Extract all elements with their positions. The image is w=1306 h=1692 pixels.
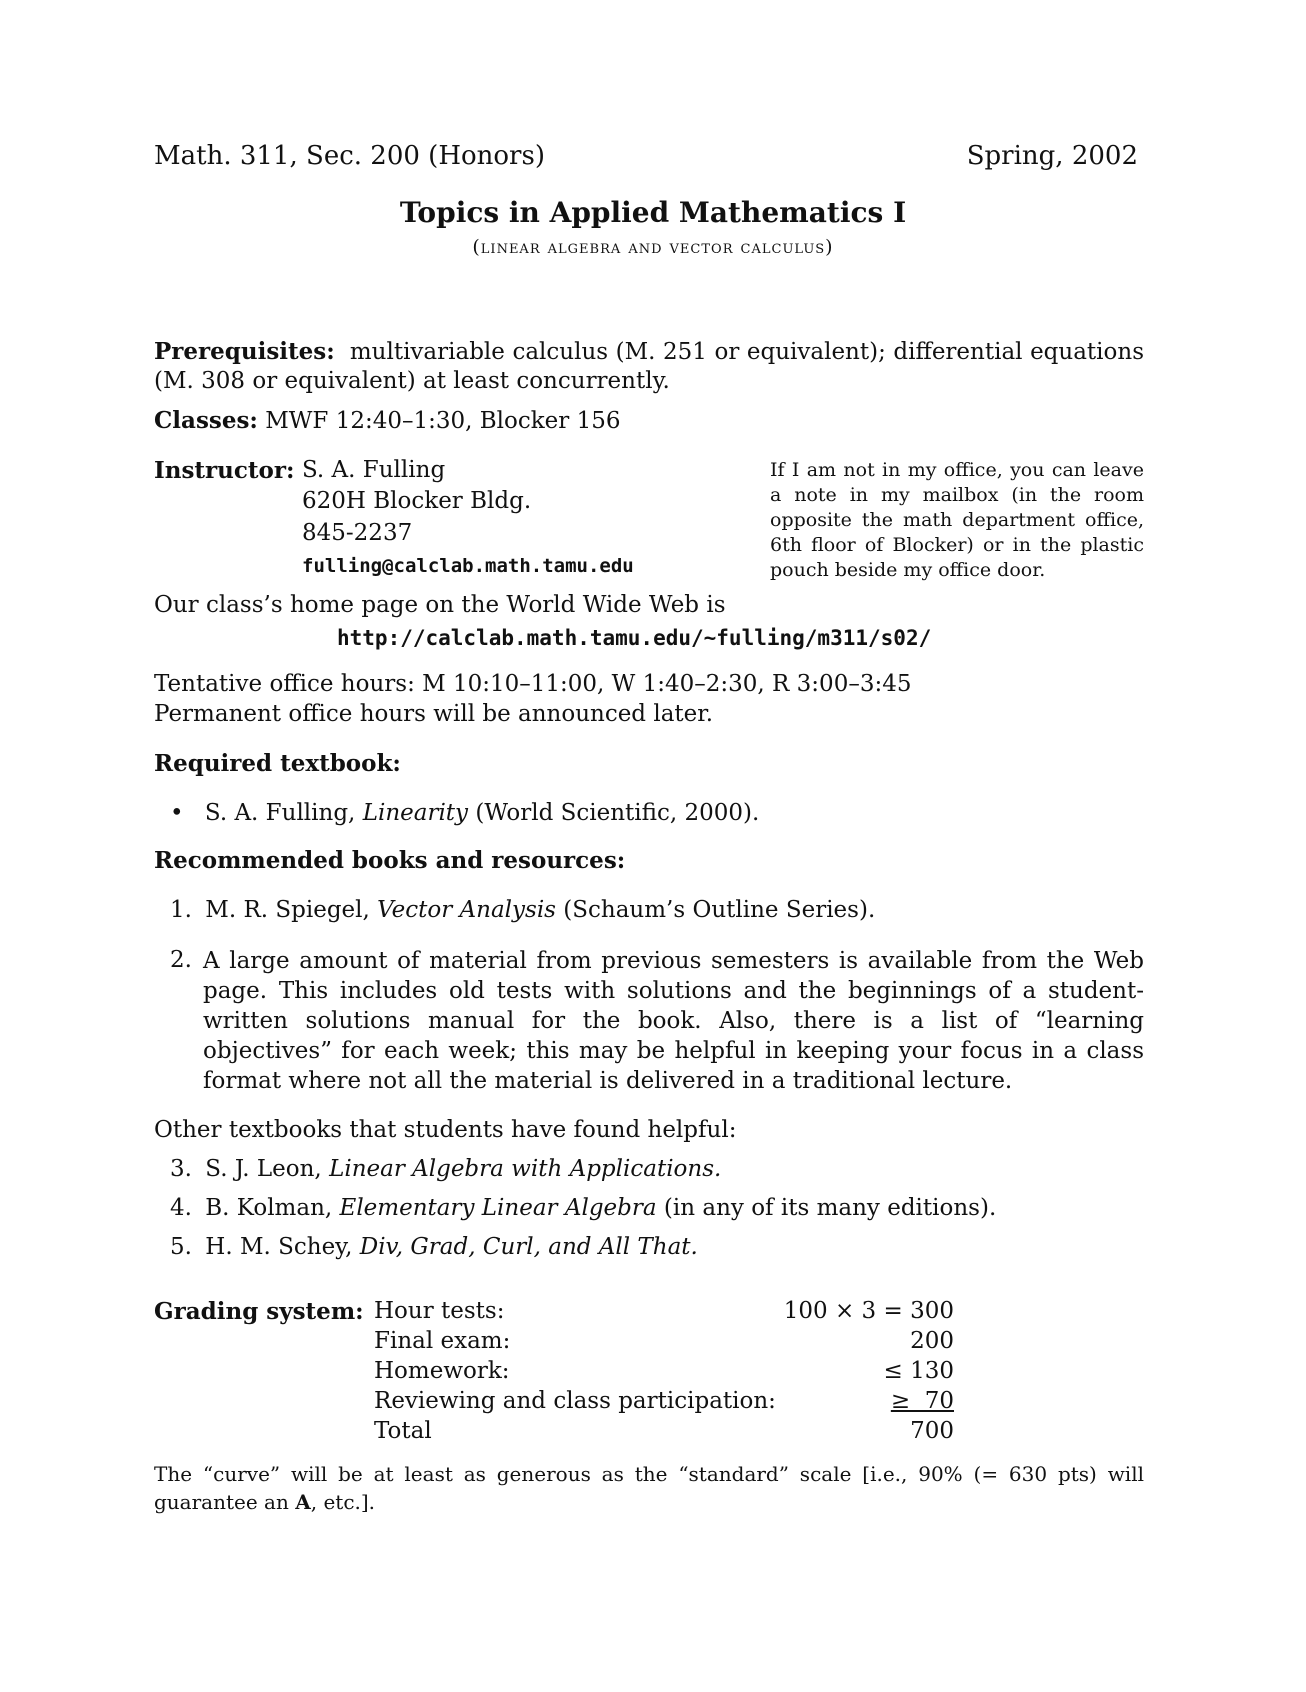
grading-row: [0, 1387, 1306, 1417]
term-heading: Spring, 2002: [966, 141, 1138, 171]
list-number: 5.: [170, 1234, 192, 1260]
other-item-3: [170, 1155, 721, 1184]
bullet: •: [170, 800, 184, 826]
instructor-name: S. A. Fulling: [302, 457, 446, 483]
classes-text: MWF 12:40–1:30, Blocker 156: [265, 408, 621, 434]
homepage-link[interactable]: http://calclab.math.tamu.edu/~fulling/m311/s02/: [337, 626, 932, 650]
recommended-heading: Recommended books and resources:: [154, 847, 626, 874]
instructor-office: 620H Blocker Bldg.: [302, 488, 532, 514]
item-title: Div, Grad, Curl, and All That.: [359, 1234, 698, 1260]
grading-points: ≥ 70: [890, 1388, 954, 1414]
prerequisites-text: multivariable calculus (M. 251 or equivalent); differential equations (M. 308 or equivalent) at least concurrently.: [154, 339, 1144, 394]
item-author: B. Kolman,: [205, 1195, 333, 1221]
other-books-intro: Other textbooks that students have found helpful:: [154, 1117, 737, 1143]
instructor-note: If I am not in my office, you can leave a note in my mailbox (in the room opposite the math department office, 6th floor of Blocker) or in the plastic pouch beside my office door.: [770, 459, 1144, 581]
grading-item: Reviewing and class participation:: [374, 1388, 776, 1414]
grading-row: [0, 1327, 1306, 1357]
grading-points: 700: [910, 1418, 954, 1444]
item-title: Vector Analysis: [377, 897, 556, 923]
required-item: [170, 799, 759, 828]
recommended-item-2: A large amount of material from previous semesters is available from the Web page. This includes old tests with solutions and the beginnings of a student-written solutions manual for the book. Also, there is a list of “learning objectives” for each week; this may be helpful in keeping your focus in a class format where not all the material is delivered in a traditional lecture.: [203, 948, 1144, 1094]
instructor-phone: 845-2237: [302, 520, 413, 546]
curve-note-text: The “curve” will be at least as generous as the “standard” scale [i.e., 90% (= 630 pts) will guarantee an: [154, 1462, 1144, 1514]
instructor-email[interactable]: fulling@calclab.math.tamu.edu: [302, 555, 634, 577]
item-title: Linear Algebra with Applications.: [329, 1156, 722, 1182]
recommended-item-1: [170, 896, 875, 925]
page-subtitle: (linear algebra and vector calculus): [472, 236, 834, 258]
office-hours-permanent: Permanent office hours will be announced later.: [154, 701, 714, 727]
prerequisites-paragraph: [154, 337, 1144, 396]
classes-line: [154, 406, 621, 436]
item-author: M. R. Spiegel,: [205, 897, 370, 923]
prerequisites-label: Prerequisites:: [154, 338, 335, 365]
item-rest: (Schaum’s Outline Series).: [563, 897, 876, 923]
grading-row: [0, 1357, 1306, 1387]
curve-note-end: , etc.].: [310, 1490, 376, 1514]
other-item-5: [170, 1233, 698, 1262]
instructor-label: Instructor:: [154, 457, 295, 484]
item-author: S. J. Leon,: [205, 1156, 322, 1182]
grading-points: ≤ 130: [883, 1358, 954, 1384]
required-author: S. A. Fulling,: [204, 800, 356, 826]
list-number: 1.: [170, 897, 192, 923]
item-rest: (in any of its many editions).: [663, 1195, 997, 1221]
required-heading: Required textbook:: [154, 750, 401, 777]
grading-item: Hour tests:: [374, 1298, 505, 1324]
other-item-4: [170, 1194, 996, 1223]
grading-label: Grading system:: [154, 1298, 364, 1325]
list-number: 3.: [170, 1156, 192, 1182]
curve-note: [154, 1460, 1144, 1516]
grading-row-total: [0, 1417, 1306, 1447]
item-title: Elementary Linear Algebra: [339, 1195, 657, 1221]
office-hours-tentative: Tentative office hours: M 10:10–11:00, W 1:40–2:30, R 3:00–3:45: [154, 671, 912, 697]
list-number-2: 2.: [170, 947, 192, 973]
grading-points: 100 × 3 = 300: [783, 1298, 954, 1324]
grading-row: [0, 1297, 1306, 1327]
grading-item: Final exam:: [374, 1328, 511, 1354]
course-heading: Math. 311, Sec. 200 (Honors): [154, 141, 545, 171]
classes-label: Classes:: [154, 407, 258, 434]
grading-points: 200: [910, 1328, 954, 1354]
grading-item: Homework:: [374, 1358, 510, 1384]
required-title: Linearity: [362, 800, 469, 826]
page-title: Topics in Applied Mathematics I: [399, 196, 907, 229]
curve-grade: A: [295, 1490, 311, 1514]
required-rest: (World Scientific, 2000).: [475, 800, 760, 826]
list-number: 4.: [170, 1195, 192, 1221]
homepage-intro: Our class’s home page on the World Wide Web is: [154, 592, 726, 618]
grading-item: Total: [374, 1418, 432, 1444]
item-author: H. M. Schey,: [205, 1234, 353, 1260]
